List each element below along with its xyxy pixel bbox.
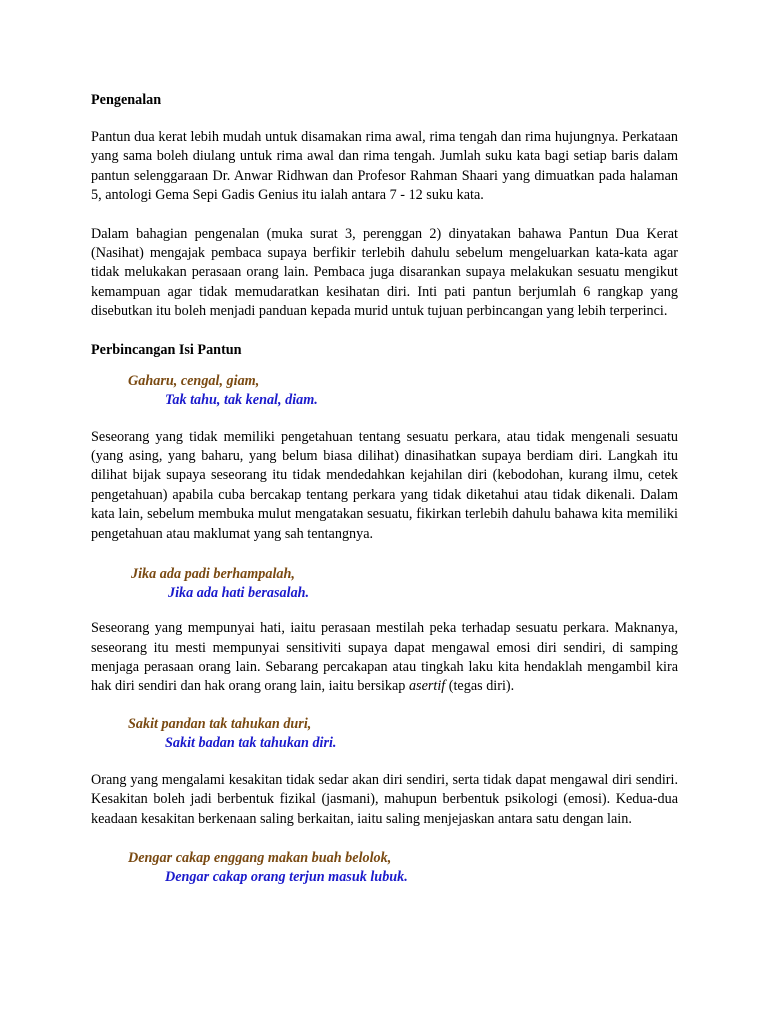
- section-heading-discussion: Perbincangan Isi Pantun: [91, 341, 242, 358]
- explanation-text-end: (tegas diri).: [445, 678, 515, 695]
- intro-paragraph-1: Pantun dua kerat lebih mudah untuk disamakan rima awal, rima tengah dan rima hujungnya. Perkataan yang sama boleh diulang untuk rima awal dan rima tengah. Jumlah suku kata bagi setiap baris dalam pantun selenggaraan Dr. Anwar Ridhwan dan Profesor Rahman Shaari yang dimuatkan pada halaman 5, antologi Gema Sepi Gadis Genius itu ialah antara 7 - 12 suku kata.: [91, 129, 678, 204]
- pantun-line-first: Sakit pandan tak tahukan duri,: [128, 715, 312, 732]
- document-page: [91, 91, 678, 887]
- pantun-line-second: Tak tahu, tak kenal, diam.: [165, 391, 318, 408]
- pantun-stanza-4: [91, 849, 678, 887]
- explanation-text: Seseorang yang mempunyai hati, iaitu perasaan mestilah peka terhadap sesuatu perkara. Maknanya, seseorang itu mesti mempunyai sensitiviti supaya dapat mengawal emosi diri sendiri, di samping menjaga perasaan orang lain. Sebarang percakapan atau tingkah laku kita hendaklah mengambil kira hak diri sendiri dan hak orang orang lain, iaitu bersikap: [91, 620, 678, 695]
- pantun-stanza-2: [91, 565, 678, 603]
- pantun-stanza-1: [91, 372, 678, 410]
- pantun-line-second: Sakit badan tak tahukan diri.: [165, 734, 337, 751]
- section-heading-intro: Pengenalan: [91, 92, 162, 108]
- pantun-line-first: Dengar cakap enggang makan buah belolok,: [128, 849, 392, 866]
- intro-paragraph-2: Dalam bahagian pengenalan (muka surat 3, perenggan 2) dinyatakan bahawa Pantun Dua Kerat (Nasihat) mengajak pembaca supaya berfikir terlebih dahulu sebelum mengeluarkan kata-kata agar tidak melukakan perasaan orang lain. Pembaca juga disarankan supaya melakukan sesuatu mengikut kemampuan agar tidak memudaratkan kesihatan diri. Inti pati pantun berjumlah 6 rangkap yang disebutkan itu boleh menjadi panduan kepada murid untuk tujuan perbincangan yang lebih terperinci.: [91, 225, 678, 320]
- pantun-line-first: Jika ada padi berhampalah,: [131, 566, 295, 583]
- pantun-line-second: Dengar cakap orang terjun masuk lubuk.: [165, 868, 408, 885]
- term-asertif: asertif: [408, 678, 446, 695]
- stanza-explanation-3: Orang yang mengalami kesakitan tidak sedar akan diri sendiri, serta tidak dapat mengawal diri sendiri. Kesakitan boleh jadi berbentuk fizikal (jasmani), mahupun berbentuk psikologi (emosi). Kedua-dua keadaan kesakitan berkenaan saling berkaitan, iaitu saling menjejaskan antara satu dengan lain.: [91, 771, 678, 827]
- stanza-explanation-1: Seseorang yang tidak memiliki pengetahuan tentang sesuatu perkara, atau tidak mengenali sesuatu (yang asing, yang baharu, yang belum biasa dilihat) dinasihatkan supaya berdiam diri. Langkah itu dilihat bijak supaya seseorang itu tidak mendedahkan kejahilan diri (kebodohan, kurang ilmu, cetek pengetahuan) apabila cuba bercakap tentang perkara yang tidak diketahui atau tidak dikenali. Dalam kata lain, sebelum membuka mulut mengatakan sesuatu, fikirkan terlebih dahulu bahawa kita memiliki pengetahuan atau maklumat yang sah tentangnya.: [91, 428, 678, 542]
- pantun-stanza-3: [91, 715, 678, 753]
- pantun-line-first: Gaharu, cengal, giam,: [128, 372, 260, 389]
- pantun-line-second: Jika ada hati berasalah.: [168, 585, 310, 602]
- stanza-explanation-2: [91, 619, 678, 697]
